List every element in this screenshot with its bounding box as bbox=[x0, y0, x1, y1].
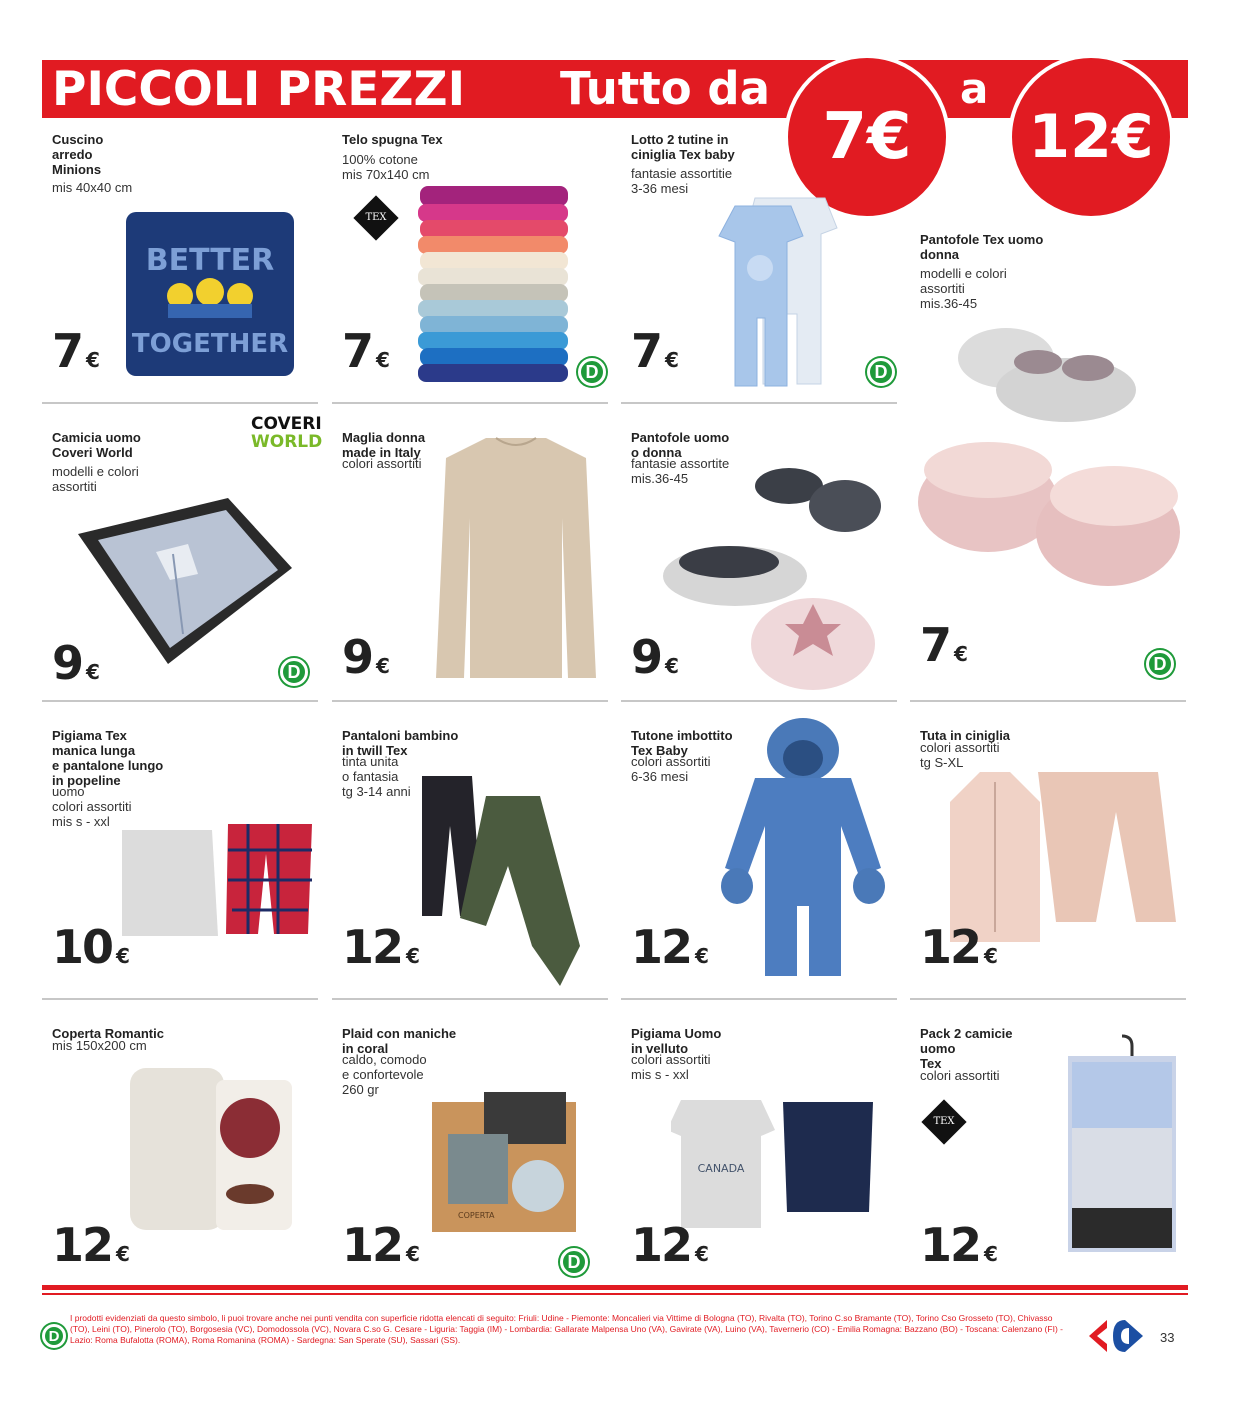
velvet-pajama-image bbox=[671, 1092, 881, 1232]
product-card[interactable] bbox=[42, 1016, 320, 1306]
product-description: colori assortiti tg S-XL bbox=[920, 740, 1000, 770]
product-price: 12 € bbox=[631, 1218, 709, 1272]
svg-text:TOGETHER: TOGETHER bbox=[131, 329, 289, 359]
product-card[interactable] bbox=[910, 718, 1188, 1008]
sweater-image bbox=[436, 434, 596, 684]
reduced-store-badge: D bbox=[280, 658, 308, 686]
product-price: 7 € bbox=[52, 324, 100, 378]
price-from-circle: 7€ bbox=[784, 54, 950, 220]
product-price: 12 € bbox=[920, 920, 998, 974]
product-name: Pantaloni bambino in twill Tex bbox=[342, 728, 459, 758]
footer-disclaimer: I prodotti evidenziati da questo simbolo, li puoi trovare anche nei punti vendita con superficie ridotta elencati di seguito: Friuli: Udine - Piemonte: Moncalieri via Vittime di Bologna (TO), Rivalta (TO), Torino C.so Bramante (TO), Torino Cso Grosseto (TO), Chivasso (TO), Leini (TO), Pinerolo (TO), Borgosesia (VC), Domodossola (VC), Novara C.so G. Cesare - Liguria: Taggia (IM) - Lombardia: Gallarate Malpensa Uno (VA), Gavirate (VA), Luino (VA), Tavernerio (CO) - Emilia Romagna: Bazzano (BO) - Toscana: Calenzano (FI) - Lazio: Roma Bufalotta (ROMA), Roma Romanina (ROMA) - Sardegna: San Sperate (SU), Sassari (SS). bbox=[70, 1313, 1063, 1345]
reduced-store-badge: D bbox=[578, 358, 606, 386]
slippers-image bbox=[918, 320, 1186, 600]
product-card[interactable] bbox=[332, 420, 610, 710]
product-description: mis 40x40 cm bbox=[52, 180, 133, 195]
men-women-slippers-image bbox=[663, 464, 887, 694]
product-name: Coperta Romantic bbox=[52, 1026, 164, 1041]
product-description: mis 150x200 cm bbox=[52, 1038, 147, 1053]
shirt-box-image bbox=[78, 494, 296, 666]
product-card[interactable] bbox=[910, 222, 1188, 698]
price-to-circle: 12€ bbox=[1008, 54, 1174, 220]
product-price: 10 € bbox=[52, 920, 130, 974]
pillow-image bbox=[122, 208, 298, 380]
reduced-store-badge: D bbox=[867, 358, 895, 386]
product-name: Camicia uomo Coveri World bbox=[52, 430, 141, 460]
product-price: 12 € bbox=[342, 1218, 420, 1272]
product-name: Tutone imbottito Tex Baby bbox=[631, 728, 733, 758]
svg-text:BETTER: BETTER bbox=[145, 243, 275, 278]
product-description: fantasie assortite mis.36-45 bbox=[631, 456, 730, 486]
product-price: 7 € bbox=[920, 618, 968, 672]
blanket-image bbox=[126, 1064, 296, 1234]
product-price: 7 € bbox=[342, 324, 390, 378]
product-card[interactable] bbox=[332, 1016, 610, 1306]
product-price: 12 € bbox=[52, 1218, 130, 1272]
product-card[interactable] bbox=[332, 122, 610, 412]
reduced-store-badge: D bbox=[42, 1324, 66, 1348]
product-card[interactable] bbox=[621, 1016, 899, 1306]
pajama-set-image bbox=[118, 820, 318, 938]
price-range-label: Tutto da bbox=[560, 62, 770, 115]
product-description: colori assortiti bbox=[920, 1068, 1000, 1083]
product-price: 12 € bbox=[920, 1218, 998, 1272]
product-name: Tuta in ciniglia bbox=[920, 728, 1011, 743]
svg-text:CANADA: CANADA bbox=[697, 1162, 745, 1175]
product-name: Lotto 2 tutine in ciniglia Tex baby bbox=[631, 132, 735, 162]
product-description: tinta unita o fantasia tg 3-14 anni bbox=[342, 754, 411, 799]
product-description: caldo, comodo e confortevole 260 gr bbox=[342, 1052, 427, 1097]
product-description: modelli e colori assortiti mis.36-45 bbox=[920, 266, 1007, 311]
reduced-store-badge: D bbox=[560, 1248, 588, 1276]
svg-text:COPERTA: COPERTA bbox=[458, 1211, 495, 1220]
chenille-tracksuit-image bbox=[946, 762, 1178, 942]
product-name: Cuscino arredo Minions bbox=[52, 132, 104, 177]
tex-brand-icon: TEX bbox=[921, 1099, 966, 1144]
footer-divider bbox=[42, 1285, 1188, 1290]
product-description: colori assortiti 6-36 mesi bbox=[631, 754, 711, 784]
price-range-connector: a bbox=[960, 64, 989, 113]
baby-bodysuit-image bbox=[705, 192, 839, 392]
kids-trousers-image bbox=[416, 770, 610, 994]
product-price: 9 € bbox=[631, 630, 679, 684]
product-description: modelli e colori assortiti bbox=[52, 464, 139, 494]
product-name: Plaid con maniche in coral bbox=[342, 1026, 457, 1056]
product-name: Pack 2 camicie uomo Tex bbox=[920, 1026, 1013, 1071]
product-card[interactable] bbox=[621, 122, 899, 412]
product-card[interactable] bbox=[42, 122, 320, 412]
product-card[interactable] bbox=[621, 420, 899, 710]
coveri-world-logo: COVERI WORLD bbox=[251, 414, 323, 452]
product-price: 9 € bbox=[342, 630, 390, 684]
product-price: 7 € bbox=[631, 324, 679, 378]
product-description: 100% cotone mis 70x140 cm bbox=[342, 152, 430, 182]
page-number: 33 bbox=[1160, 1330, 1175, 1345]
product-name: Pigiama Uomo in velluto bbox=[631, 1026, 722, 1056]
product-name: Pigiama Tex manica lunga e pantalone lungo in popeline bbox=[52, 728, 164, 788]
carrefour-logo-icon bbox=[1085, 1316, 1147, 1356]
baby-snowsuit-image bbox=[715, 718, 891, 984]
product-price: 12 € bbox=[342, 920, 420, 974]
product-card[interactable] bbox=[332, 718, 610, 1008]
product-name: Pantofole Tex uomo donna bbox=[920, 232, 1044, 262]
product-card[interactable] bbox=[42, 718, 320, 1008]
tex-brand-icon: TEX bbox=[353, 195, 398, 240]
product-description: fantasie assortitie 3-36 mesi bbox=[631, 166, 733, 196]
product-price: 9 € bbox=[52, 636, 100, 690]
product-description: colori assortiti bbox=[342, 456, 422, 471]
row-divider bbox=[910, 700, 1186, 702]
product-card[interactable] bbox=[42, 420, 320, 710]
product-name: Telo spugna Tex bbox=[342, 132, 443, 147]
product-card[interactable] bbox=[910, 1016, 1188, 1306]
towels-stack-image bbox=[414, 182, 574, 392]
product-price: 12 € bbox=[631, 920, 709, 974]
product-description: colori assortiti mis s - xxl bbox=[631, 1052, 711, 1082]
product-description: uomo colori assortiti mis s - xxl bbox=[52, 784, 132, 829]
footer-divider bbox=[42, 1293, 1188, 1295]
product-name: Maglia donna made in Italy bbox=[342, 430, 426, 460]
product-card[interactable] bbox=[621, 718, 899, 1008]
product-name: Pantofole uomo o donna bbox=[631, 430, 730, 460]
shirts-pack-image bbox=[1064, 1032, 1180, 1256]
reduced-store-badge: D bbox=[1146, 650, 1174, 678]
page-title: PICCOLI PREZZI bbox=[52, 62, 466, 117]
plaid-box-image bbox=[428, 1086, 580, 1236]
